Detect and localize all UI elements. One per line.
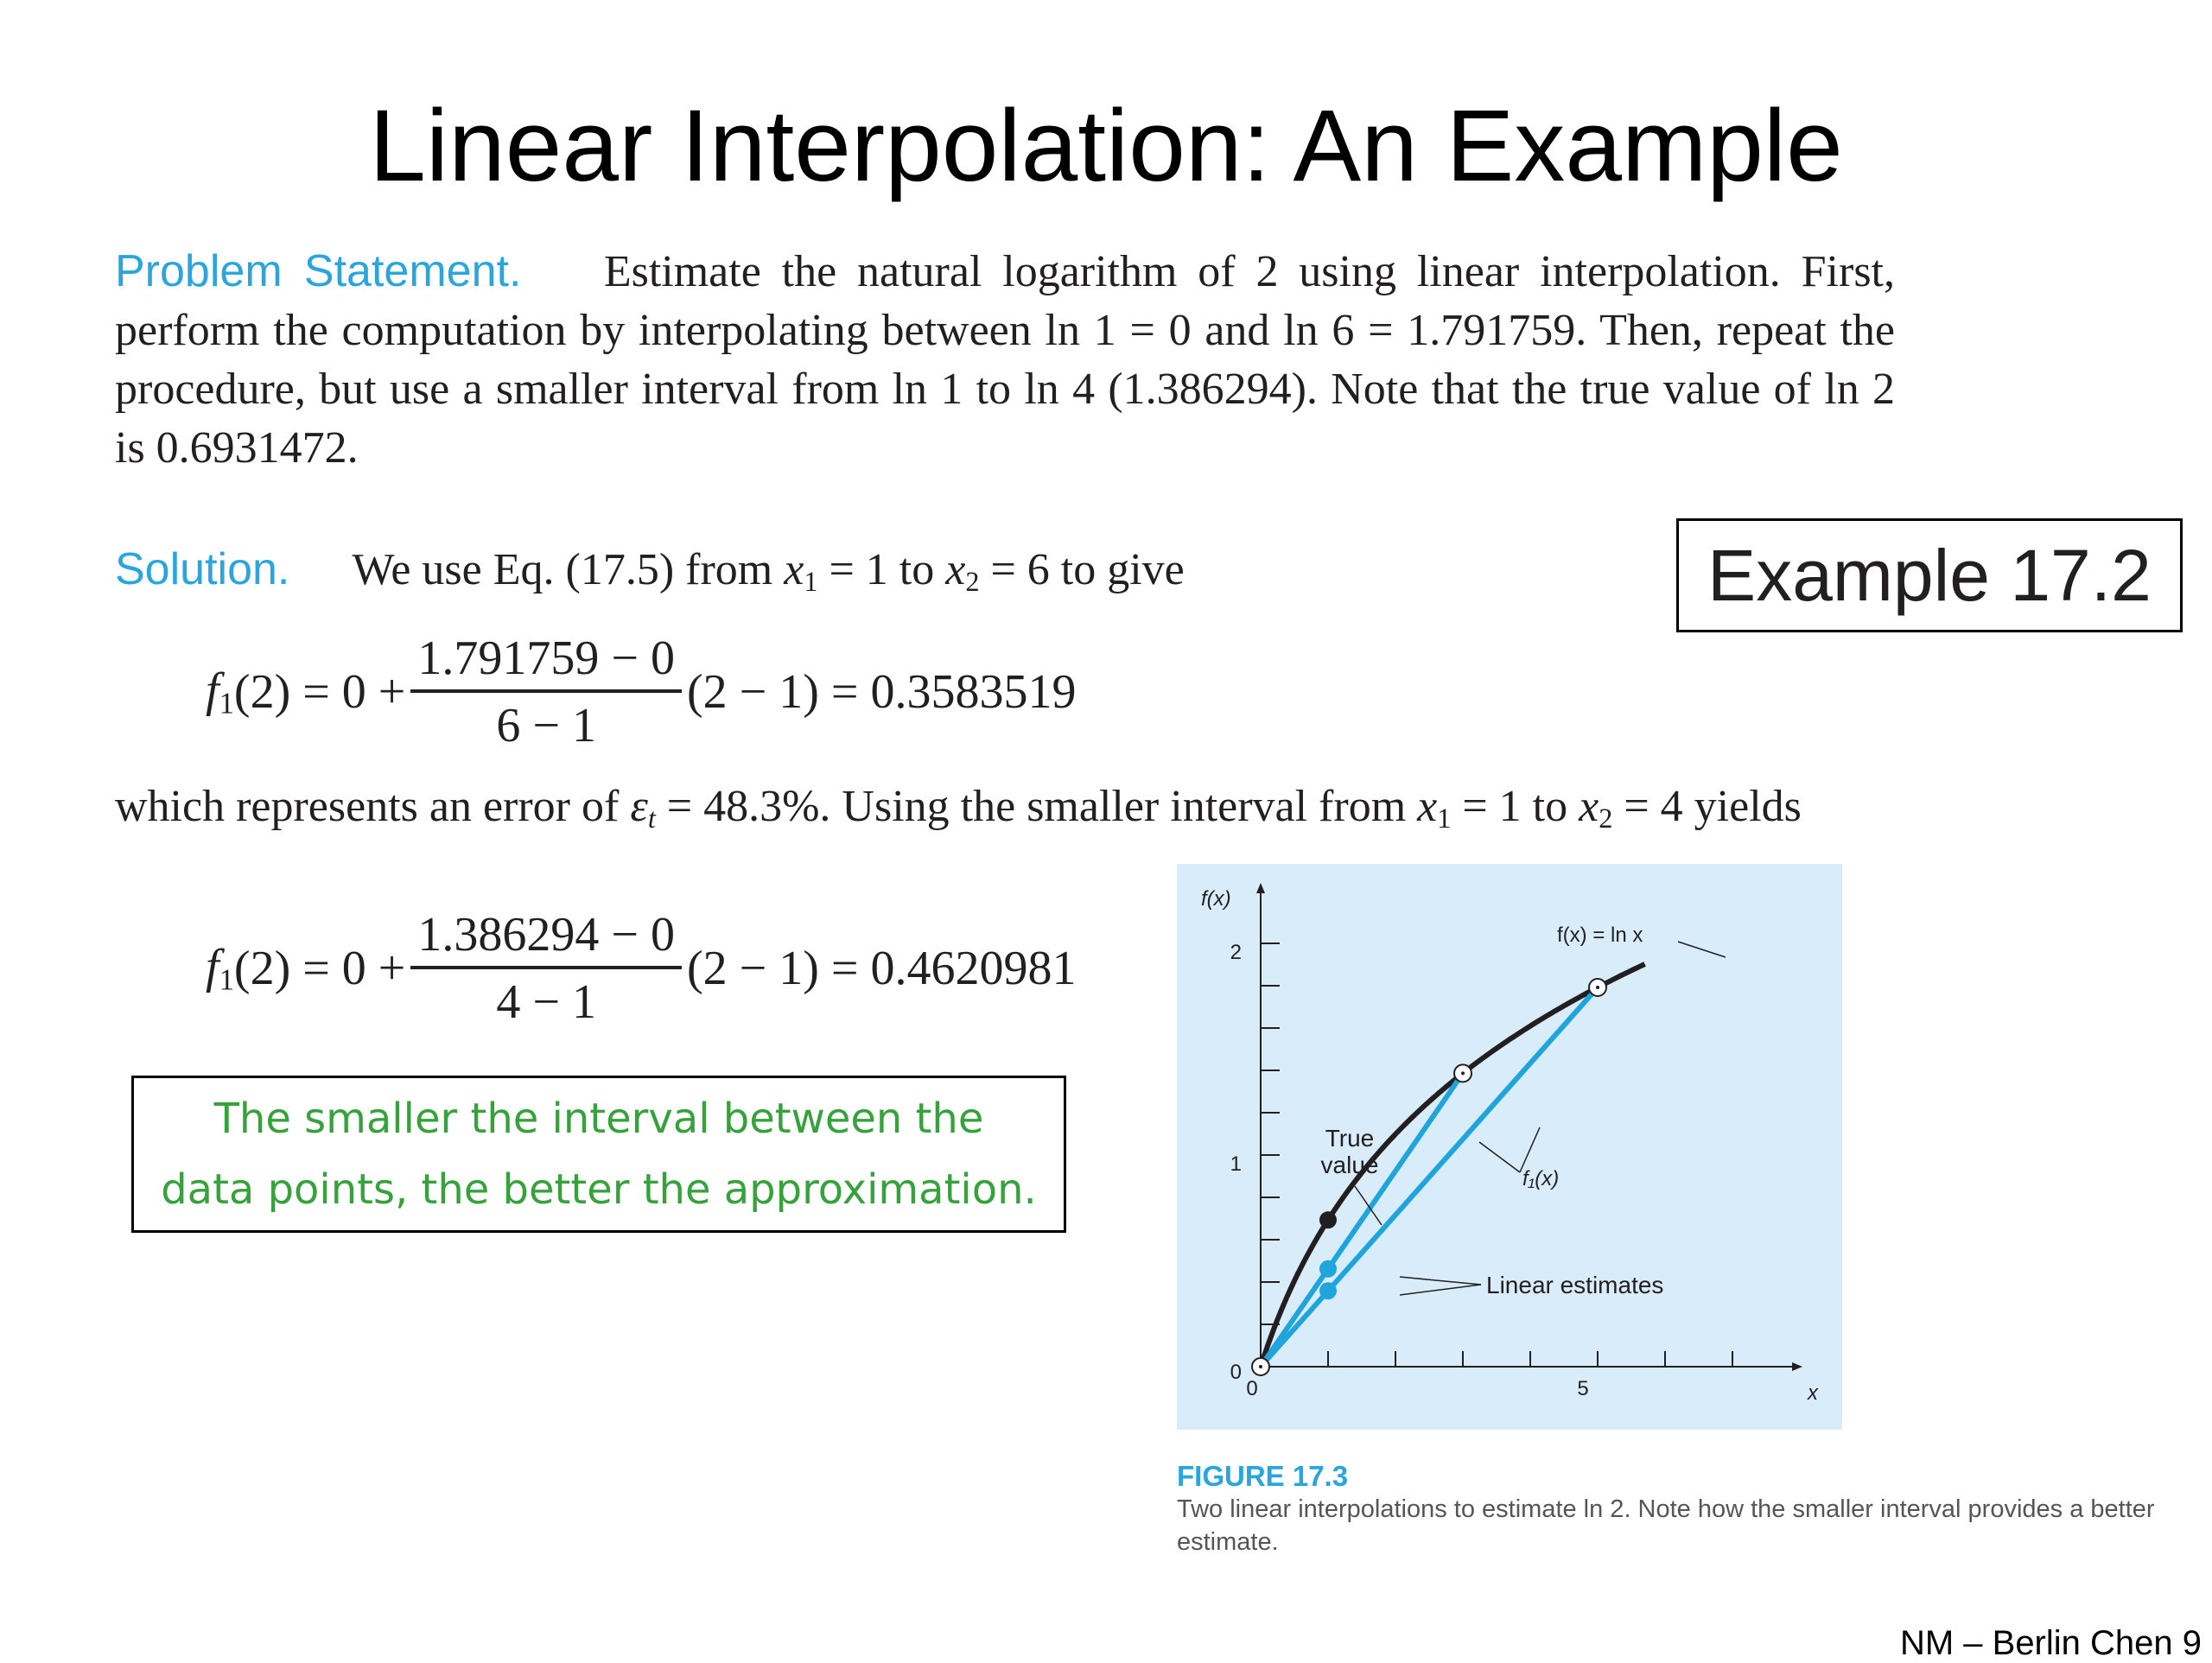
equation-2: $f_1$ (2) = 0 + $\frac{1.386294 - 0}{4 - 1}$ (2 − 1) = 0.4620981 <box>206 908 1077 1029</box>
y-tick-label-1: 1 <box>1230 1152 1242 1176</box>
true-value-label-2: value <box>1320 1152 1379 1178</box>
interpolation-chart <box>1177 864 1842 1430</box>
x-axis-label: x <box>1808 1381 1818 1405</box>
x-tick-label-5: 5 <box>1577 1377 1589 1400</box>
curve-label: f(x) = ln x <box>1557 924 1643 947</box>
eq2-rhs: (2 − 1) = 0.4620981 <box>686 942 1077 995</box>
problem-label: Problem Statement. <box>115 246 522 296</box>
solution-intro: Solution. We use Eq. (17.5) from $x_1 = 1$ to $x_2 = 6$ to give <box>115 544 1185 598</box>
linear-estimate-point-1 <box>1319 1260 1337 1278</box>
problem-statement <box>115 242 1895 478</box>
y-tick-label-0: 0 <box>1230 1361 1242 1384</box>
curve-label-leader <box>1678 942 1726 957</box>
eq1-numerator: 1.791759 − 0 <box>410 631 682 693</box>
solution-label: Solution. <box>115 544 290 594</box>
f1-leader-2 <box>1520 1127 1540 1172</box>
true-value-leader <box>1355 1186 1382 1225</box>
eq1-fraction <box>410 631 682 753</box>
slide-footer: NM – Berlin Chen 9 <box>1899 1624 2202 1662</box>
f1-leader-1 <box>1479 1142 1520 1172</box>
data-point-dot-2 <box>1461 1071 1465 1075</box>
y-axis-label: f(x) <box>1201 887 1231 911</box>
note-box <box>131 1076 1066 1233</box>
figure-caption-title: FIGURE 17.3 <box>1177 1460 1349 1492</box>
problem-text: Estimate the natural logarithm of 2 using linear interpolation. First, perform the computation by interpolating between ln 1 = 0 and ln 6 = 1.791759. Then, repeat the procedure, but use a smaller interval from ln 1 to ln 4 (1.386294). Note that the true value of ln 2 is 0.6931472. <box>115 247 1896 473</box>
estimate-leader-2 <box>1400 1285 1481 1295</box>
solution-intro-a: We use Eq. (17.5) from <box>352 545 785 594</box>
f1-label: f₁(x) <box>1522 1167 1560 1190</box>
eq2-numerator: 1.386294 − 0 <box>410 907 682 969</box>
solution-intro-b: = 1 to <box>817 545 946 594</box>
true-value-point <box>1319 1211 1337 1228</box>
equation-1: $f_1$ (2) = 0 + $\frac{1.791759 - 0}{6 - 1}$ (2 − 1) = 0.3583519 <box>206 632 1077 752</box>
note-line-1: The smaller the interval between the <box>213 1095 984 1143</box>
data-point-dot-3 <box>1596 986 1599 989</box>
solution-intro-c: = 6 to give <box>979 545 1185 594</box>
figure-17-3 <box>1177 864 1842 1430</box>
slide-title: Linear Interpolation: An Example <box>369 89 1843 203</box>
true-value-label: True <box>1325 1125 1375 1152</box>
eq2-lhs: (2) = 0 + <box>233 942 406 995</box>
x-tick-label-0: 0 <box>1246 1377 1258 1400</box>
y-tick-label-2: 2 <box>1230 941 1242 964</box>
eq2-denominator: 4 − 1 <box>496 975 596 1029</box>
eq2-fraction <box>410 907 682 1030</box>
error-text-b: = 48.3%. Using the smaller interval from <box>655 782 1418 831</box>
linear-estimate-line-1 <box>1261 1073 1463 1367</box>
eq1-rhs: (2 − 1) = 0.3583519 <box>686 665 1077 719</box>
error-text-d: = 4 yields <box>1612 782 1802 831</box>
eq1-denominator: 6 − 1 <box>496 699 596 752</box>
figure-caption-text: Two linear interpolations to estimate ln 2. Note how the smaller interval provides a better estimate. <box>1177 1495 2155 1556</box>
error-text-c: = 1 to <box>1451 782 1580 831</box>
estimate-leader-1 <box>1400 1277 1481 1285</box>
linear-estimate-point-2 <box>1319 1282 1337 1299</box>
y-axis-arrow <box>1256 883 1265 893</box>
x-axis-arrow <box>1792 1362 1802 1371</box>
data-point-dot-1 <box>1259 1365 1262 1368</box>
error-text: which represents an error of $\varepsilon_t = 48.3\%$. Using the smaller interval from $x_1 = 1$ to $x_2 = 4$ yields <box>115 782 1802 835</box>
chart-lines <box>1261 964 1645 1367</box>
ln-x-curve <box>1261 964 1645 1367</box>
error-text-a: which represents an error of <box>115 782 631 831</box>
linear-estimates-label: Linear estimates <box>1486 1272 1664 1298</box>
example-label: Example 17.2 <box>1676 518 2183 632</box>
note-line-2: data points, the better the approximation. <box>161 1165 1037 1214</box>
eq1-lhs: (2) = 0 + <box>233 665 406 719</box>
